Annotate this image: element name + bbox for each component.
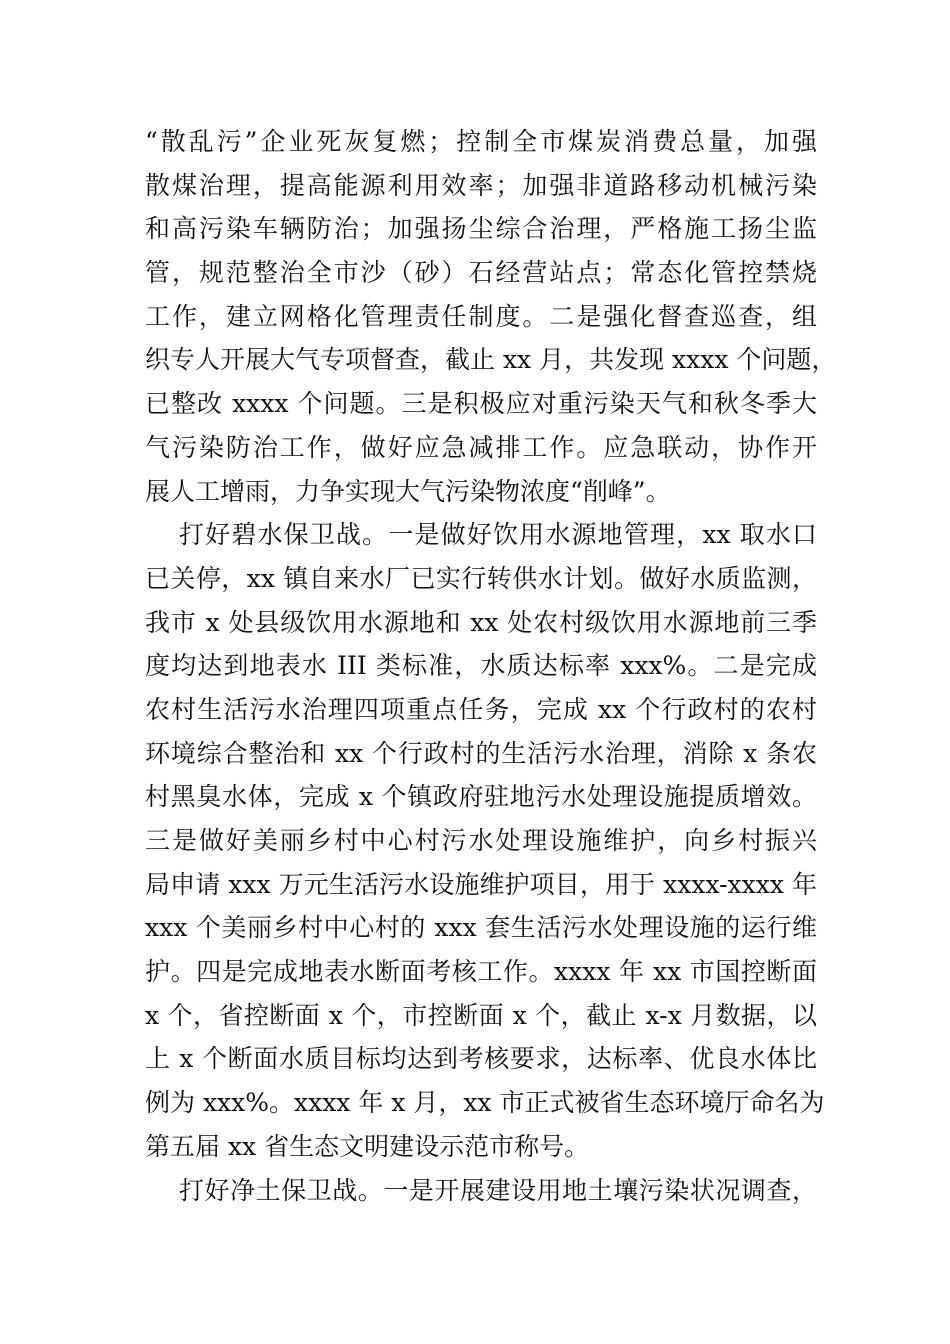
text-line: 农村生活污水治理四项重点任务，完成 xx 个行政村的农村	[145, 694, 817, 724]
text-line: x 个，省控断面 x 个，市控断面 x 个，截止 x-x 月数据，以	[145, 1000, 817, 1030]
text-line: 管，规范整治全市沙（砂）石经营站点；常态化管控禁烧	[145, 258, 817, 288]
text-line: 已关停，xx 镇自来水厂已实行转供水计划。做好水质监测，	[145, 563, 817, 593]
text-line: 织专人开展大气专项督查，截止 xx 月，共发现 xxxx 个问题，	[145, 345, 837, 375]
text-line: 护。四是完成地表水断面考核工作。xxxx 年 xx 市国控断面	[145, 957, 817, 987]
text-line: “散乱污”企业死灰复燃；控制全市煤炭消费总量，加强	[145, 127, 817, 156]
text-line: 散煤治理，提高能源利用效率；加强非道路移动机械污染	[145, 170, 817, 200]
text-line: 我市 x 处县级饮用水源地和 xx 处农村级饮用水源地前三季	[145, 607, 817, 637]
text-line: 打好净土保卫战。一是开展建设用地土壤污染状况调查，	[179, 1175, 817, 1205]
text-line: 环境综合整治和 xx 个行政村的生活污水治理，消除 x 条农	[145, 738, 817, 768]
text-line: 打好碧水保卫战。一是做好饮用水源地管理，xx 取水口	[179, 520, 817, 550]
text-line: 工作，建立网格化管理责任制度。二是强化督查巡查，组	[145, 301, 817, 331]
text-line: 局申请 xxx 万元生活污水设施维护项目，用于 xxxx-xxxx 年	[145, 869, 817, 899]
text-line: 气污染防治工作，做好应急减排工作。应急联动，协作开	[145, 432, 817, 462]
text-line: 和高污染车辆防治；加强扬尘综合治理，严格施工扬尘监	[145, 214, 817, 244]
paragraph	[145, 120, 837, 513]
paragraph	[145, 1169, 817, 1213]
text-line: 第五届 xx 省生态文明建设示范市称号。	[145, 1131, 590, 1161]
text-line: 展人工增雨，力争实现大气污染物浓度“削峰”。	[145, 476, 671, 506]
paragraph	[145, 513, 825, 1168]
text-line: 上 x 个断面水质目标均达到考核要求，达标率、优良水体比	[145, 1044, 817, 1074]
body-text	[145, 120, 837, 1212]
text-line: 村黑臭水体，完成 x 个镇政府驻地污水处理设施提质增效。	[145, 782, 817, 812]
text-line: 例为 xxx%。xxxx 年 x 月，xx 市正式被省生态环境厅命名为	[145, 1088, 825, 1118]
text-line: xxx 个美丽乡村中心村的 xxx 套生活污水处理设施的运行维	[145, 913, 817, 943]
text-line: 度均达到地表水 III 类标准，水质达标率 xxx%。二是完成	[145, 651, 817, 681]
text-line: 三是做好美丽乡村中心村污水处理设施维护，向乡村振兴	[145, 826, 817, 855]
text-line: 已整改 xxxx 个问题。三是积极应对重污染天气和秋冬季大	[145, 389, 817, 419]
